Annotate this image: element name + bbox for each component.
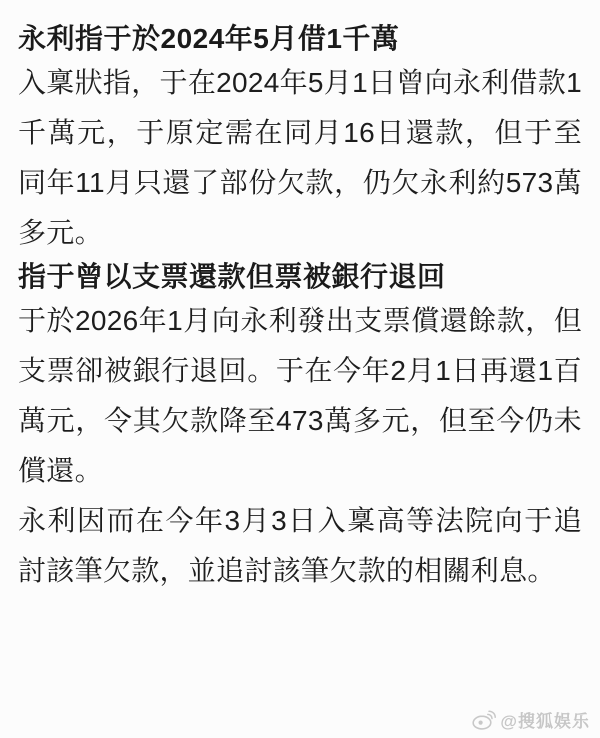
paragraph-cheque-repayment: 于於2026年1月向永利發出支票償還餘款，但支票卻被銀行退回。于在今年2月1日再還1百萬元，令其欠款降至473萬多元，但至今仍未償還。 — [18, 305, 582, 486]
paragraph-lawsuit-filed: 永利因而在今年3月3日入稟高等法院向于追討該筆欠款，並追討該筆欠款的相關利息。 — [18, 505, 582, 586]
heading-cheque-bounced: 指于曾以支票還款但票被銀行退回 — [18, 261, 446, 292]
watermark-handle: @搜狐娱乐 — [500, 712, 590, 731]
watermark — [472, 707, 590, 732]
paragraph-writ-claim: 入稟狀指，于在2024年5月1日曾向永利借款1千萬元，于原定需在同月16日還款，但于至同年11月只還了部份欠款，仍欠永利約573萬多元。 — [18, 67, 582, 248]
weibo-icon — [472, 710, 496, 730]
heading-loan-may-2024: 永利指于於2024年5月借1千萬 — [18, 23, 400, 54]
